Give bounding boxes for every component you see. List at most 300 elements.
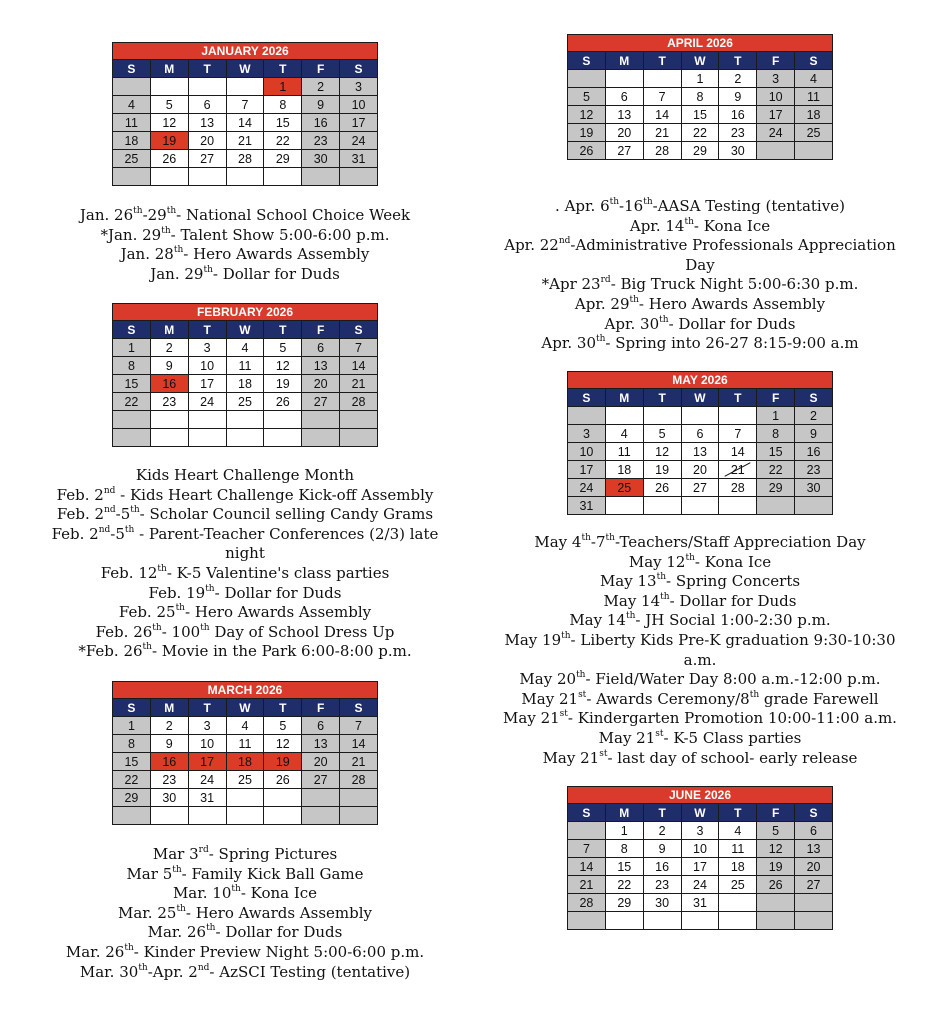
day-cell: 14 <box>719 443 757 461</box>
event-line: May 19th- Liberty Kids Pre-K graduation 9:30-10:30 a.m. <box>504 630 896 669</box>
day-cell <box>264 429 302 447</box>
day-cell: 6 <box>302 339 340 357</box>
event-line: Mar 5th- Family Kick Ball Game <box>126 864 364 883</box>
day-cell: 5 <box>264 339 302 357</box>
day-cell: 15 <box>757 443 795 461</box>
weekday-header: T <box>719 52 757 70</box>
day-cell: 3 <box>340 78 378 96</box>
day-cell: 27 <box>188 150 226 168</box>
day-cell: 17 <box>681 858 719 876</box>
calendar-may <box>567 371 833 515</box>
day-cell <box>188 807 226 825</box>
day-cell: 10 <box>568 443 606 461</box>
day-cell: 6 <box>795 822 833 840</box>
day-cell: 28 <box>568 894 606 912</box>
day-cell: 14 <box>568 858 606 876</box>
day-cell: 19 <box>264 375 302 393</box>
day-cell <box>757 912 795 930</box>
day-cell <box>226 78 264 96</box>
day-cell <box>681 407 719 425</box>
month-title: JANUARY 2026 <box>113 43 378 60</box>
day-cell: 11 <box>226 735 264 753</box>
day-cell: 15 <box>605 858 643 876</box>
day-cell: 25 <box>226 771 264 789</box>
day-cell: 22 <box>757 461 795 479</box>
day-cell: 28 <box>340 393 378 411</box>
event-line: Mar. 26th- Dollar for Duds <box>147 923 343 942</box>
weekday-header: S <box>340 321 378 339</box>
weekday-header: S <box>795 804 833 822</box>
day-cell: 10 <box>757 88 795 106</box>
weekday-header: T <box>188 321 226 339</box>
weekday-header: T <box>719 389 757 407</box>
day-cell: 31 <box>188 789 226 807</box>
day-cell: 16 <box>795 443 833 461</box>
event-line: May 4th-7th-Teachers/Staff Appreciation Day <box>534 533 866 551</box>
day-cell: 2 <box>302 78 340 96</box>
day-cell: 27 <box>605 142 643 160</box>
day-cell <box>113 429 151 447</box>
weekday-header: T <box>719 804 757 822</box>
day-cell <box>226 807 264 825</box>
day-cell: 7 <box>340 339 378 357</box>
day-cell: 9 <box>643 840 681 858</box>
event-line: Jan. 28th- Hero Awards Assembly <box>120 245 370 264</box>
day-cell: 19 <box>643 461 681 479</box>
day-cell: 18 <box>226 753 264 771</box>
day-cell: 10 <box>340 96 378 114</box>
day-cell: 16 <box>643 858 681 876</box>
day-cell: 21 <box>568 876 606 894</box>
day-cell: 27 <box>302 771 340 789</box>
day-cell: 13 <box>188 114 226 132</box>
day-cell <box>302 411 340 429</box>
day-cell: 9 <box>150 735 188 753</box>
day-cell: 22 <box>264 132 302 150</box>
day-cell: 12 <box>264 357 302 375</box>
day-cell <box>795 912 833 930</box>
day-cell <box>188 168 226 186</box>
april-events <box>498 197 902 354</box>
day-cell: 29 <box>113 789 151 807</box>
day-cell: 12 <box>568 106 606 124</box>
day-cell: 3 <box>188 339 226 357</box>
day-cell: 4 <box>719 822 757 840</box>
event-line: May 21st- Awards Ceremony/8th grade Farewell <box>521 689 879 708</box>
weekday-header: S <box>113 699 151 717</box>
event-line: Feb. 2nd-5th - Parent-Teacher Conferences (2/3) late night <box>51 524 439 563</box>
day-cell: 1 <box>757 407 795 425</box>
day-cell: 21 <box>340 753 378 771</box>
day-cell <box>643 497 681 515</box>
day-cell: 17 <box>340 114 378 132</box>
calendar-june <box>567 786 833 930</box>
event-line: Feb. 2nd - Kids Heart Challenge Kick-off Assembly <box>56 485 434 504</box>
day-cell <box>150 168 188 186</box>
day-cell <box>719 912 757 930</box>
day-cell: 20 <box>681 461 719 479</box>
day-cell: 3 <box>188 717 226 735</box>
day-cell: 9 <box>795 425 833 443</box>
day-cell: 5 <box>757 822 795 840</box>
day-cell: 8 <box>264 96 302 114</box>
weekday-header: S <box>113 60 151 78</box>
day-cell: 4 <box>605 425 643 443</box>
day-cell: 20 <box>795 858 833 876</box>
day-cell: 30 <box>150 789 188 807</box>
weekday-header: F <box>302 699 340 717</box>
day-cell: 15 <box>113 375 151 393</box>
event-line: May 21st- K-5 Class parties <box>598 728 802 747</box>
day-cell <box>795 142 833 160</box>
day-cell <box>757 142 795 160</box>
may-events <box>498 533 902 768</box>
day-cell: 16 <box>150 753 188 771</box>
day-cell: 26 <box>757 876 795 894</box>
day-cell: 31 <box>340 150 378 168</box>
day-cell: 28 <box>643 142 681 160</box>
day-cell: 19 <box>568 124 606 142</box>
event-line: *Jan. 29th- Talent Show 5:00-6:00 p.m. <box>100 225 390 244</box>
day-cell: 17 <box>757 106 795 124</box>
day-cell <box>643 70 681 88</box>
day-cell: 18 <box>719 858 757 876</box>
day-cell <box>188 411 226 429</box>
event-line: Jan. 26th-29th- National School Choice Week <box>79 206 411 224</box>
day-cell <box>113 78 151 96</box>
day-cell: 5 <box>264 717 302 735</box>
day-cell <box>605 497 643 515</box>
day-cell: 27 <box>795 876 833 894</box>
day-cell: 1 <box>264 78 302 96</box>
day-cell <box>340 411 378 429</box>
day-cell: 18 <box>113 132 151 150</box>
weekday-header: S <box>795 52 833 70</box>
weekday-header: S <box>340 60 378 78</box>
day-cell: 15 <box>264 114 302 132</box>
weekday-header: T <box>188 699 226 717</box>
day-cell: 3 <box>681 822 719 840</box>
weekday-header: F <box>757 804 795 822</box>
day-cell: 31 <box>568 497 606 515</box>
day-cell: 16 <box>150 375 188 393</box>
day-cell: 8 <box>757 425 795 443</box>
day-cell: 4 <box>113 96 151 114</box>
event-line: *Feb. 26th- Movie in the Park 6:00-8:00 p.m. <box>78 642 412 661</box>
event-line: Mar. 26th- Kinder Preview Night 5:00-6:00 p.m. <box>65 942 425 961</box>
day-cell: 25 <box>795 124 833 142</box>
event-line: May 12th- Kona Ice <box>628 552 772 571</box>
day-cell: 20 <box>188 132 226 150</box>
day-cell <box>568 912 606 930</box>
day-cell: 24 <box>757 124 795 142</box>
day-cell: 7 <box>719 425 757 443</box>
day-cell: 2 <box>719 70 757 88</box>
weekday-header: T <box>643 804 681 822</box>
day-cell: 15 <box>681 106 719 124</box>
weekday-header: S <box>340 699 378 717</box>
weekday-header: F <box>757 389 795 407</box>
day-cell: 24 <box>568 479 606 497</box>
day-cell: 14 <box>643 106 681 124</box>
day-cell: 23 <box>302 132 340 150</box>
day-cell <box>719 894 757 912</box>
day-cell: 3 <box>568 425 606 443</box>
day-cell: 8 <box>605 840 643 858</box>
event-line: Feb. 12th- K-5 Valentine's class parties <box>100 563 390 582</box>
day-cell <box>113 168 151 186</box>
day-cell <box>719 497 757 515</box>
day-cell: 9 <box>719 88 757 106</box>
day-cell: 1 <box>113 339 151 357</box>
day-cell: 5 <box>150 96 188 114</box>
day-cell: 28 <box>340 771 378 789</box>
day-cell: 21 <box>226 132 264 150</box>
weekday-header: M <box>150 60 188 78</box>
month-title: JUNE 2026 <box>568 787 833 804</box>
day-cell: 11 <box>719 840 757 858</box>
event-line: *Apr 23rd- Big Truck Night 5:00-6:30 p.m. <box>541 275 859 294</box>
day-cell: 14 <box>226 114 264 132</box>
day-cell <box>757 497 795 515</box>
day-cell: 30 <box>302 150 340 168</box>
day-cell: 2 <box>150 339 188 357</box>
weekday-header: T <box>643 389 681 407</box>
day-cell: 16 <box>719 106 757 124</box>
weekday-header: T <box>264 321 302 339</box>
event-line: Apr. 29th- Hero Awards Assembly <box>574 294 826 313</box>
day-cell: 4 <box>795 70 833 88</box>
event-line: Jan. 29th- Dollar for Duds <box>150 264 340 283</box>
day-cell: 14 <box>340 735 378 753</box>
day-cell: 29 <box>681 142 719 160</box>
day-cell: 21 <box>340 375 378 393</box>
february-events <box>40 466 450 662</box>
day-cell <box>150 429 188 447</box>
event-line: Mar. 25th- Hero Awards Assembly <box>117 903 373 922</box>
day-cell: 10 <box>681 840 719 858</box>
day-cell: 2 <box>150 717 188 735</box>
day-cell: 7 <box>568 840 606 858</box>
day-cell: 22 <box>605 876 643 894</box>
day-cell <box>150 411 188 429</box>
day-cell <box>226 789 264 807</box>
event-line: May 13th- Spring Concerts <box>599 572 801 591</box>
day-cell: 26 <box>568 142 606 160</box>
day-cell <box>340 168 378 186</box>
day-cell: 1 <box>605 822 643 840</box>
day-cell: 29 <box>605 894 643 912</box>
weekday-header: F <box>302 60 340 78</box>
day-cell: 31 <box>681 894 719 912</box>
day-cell: 21 <box>643 124 681 142</box>
weekday-header: M <box>605 52 643 70</box>
weekday-header: S <box>568 804 606 822</box>
day-cell: 4 <box>226 717 264 735</box>
day-cell: 24 <box>188 393 226 411</box>
event-line: Feb. 19th- Dollar for Duds <box>148 583 342 602</box>
day-cell <box>264 168 302 186</box>
day-cell: 25 <box>113 150 151 168</box>
weekday-header: T <box>643 52 681 70</box>
day-cell: 13 <box>302 357 340 375</box>
day-cell: 18 <box>226 375 264 393</box>
day-cell <box>188 78 226 96</box>
weekday-header: F <box>757 52 795 70</box>
day-cell <box>719 407 757 425</box>
day-cell: 13 <box>681 443 719 461</box>
day-cell <box>795 497 833 515</box>
weekday-header: S <box>795 389 833 407</box>
day-cell: 10 <box>188 357 226 375</box>
day-cell: 29 <box>757 479 795 497</box>
day-cell: 23 <box>795 461 833 479</box>
day-cell <box>340 789 378 807</box>
day-cell: 15 <box>113 753 151 771</box>
day-cell: 28 <box>719 479 757 497</box>
day-cell: 11 <box>795 88 833 106</box>
weekday-header: S <box>113 321 151 339</box>
day-cell: 6 <box>605 88 643 106</box>
day-cell <box>113 411 151 429</box>
weekday-header: T <box>264 699 302 717</box>
day-cell: 30 <box>719 142 757 160</box>
event-line: Mar. 30th-Apr. 2nd- AzSCI Testing (tentative) <box>79 962 411 981</box>
day-cell: 25 <box>719 876 757 894</box>
day-cell: 11 <box>113 114 151 132</box>
day-cell <box>264 807 302 825</box>
day-cell: 14 <box>340 357 378 375</box>
day-cell: 25 <box>605 479 643 497</box>
day-cell: 9 <box>150 357 188 375</box>
day-cell <box>340 429 378 447</box>
event-line: Feb. 26th- 100th Day of School Dress Up <box>95 622 395 641</box>
day-cell: 10 <box>188 735 226 753</box>
day-cell: 28 <box>226 150 264 168</box>
day-cell: 22 <box>681 124 719 142</box>
day-cell: 23 <box>643 876 681 894</box>
day-cell: 7 <box>643 88 681 106</box>
event-line: May 14th- JH Social 1:00-2:30 p.m. <box>569 611 831 630</box>
weekday-header: S <box>568 52 606 70</box>
event-line: Apr. 30th- Dollar for Duds <box>604 314 796 333</box>
day-cell: 4 <box>226 339 264 357</box>
day-cell <box>150 78 188 96</box>
march-events <box>40 845 450 982</box>
calendar-march <box>112 681 378 825</box>
event-line: Feb. 25th- Hero Awards Assembly <box>118 603 372 622</box>
day-cell: 23 <box>150 771 188 789</box>
day-cell: 22 <box>113 771 151 789</box>
day-cell: 29 <box>264 150 302 168</box>
day-cell: 8 <box>681 88 719 106</box>
day-cell <box>150 807 188 825</box>
day-cell: 17 <box>568 461 606 479</box>
weekday-header: S <box>568 389 606 407</box>
day-cell: 3 <box>757 70 795 88</box>
day-cell <box>605 407 643 425</box>
day-cell <box>188 429 226 447</box>
event-line: Kids Heart Challenge Month <box>135 466 355 484</box>
weekday-header: M <box>150 699 188 717</box>
day-cell: 25 <box>226 393 264 411</box>
day-cell: 8 <box>113 357 151 375</box>
day-cell: 1 <box>113 717 151 735</box>
day-cell: 1 <box>681 70 719 88</box>
event-line: May 14th- Dollar for Duds <box>603 591 797 610</box>
day-cell: 13 <box>795 840 833 858</box>
day-cell: 5 <box>643 425 681 443</box>
day-cell: 27 <box>681 479 719 497</box>
weekday-header: T <box>264 60 302 78</box>
event-line: Apr. 22nd-Administrative Professionals Appreciation Day <box>504 236 896 274</box>
day-cell: 12 <box>264 735 302 753</box>
month-title: APRIL 2026 <box>568 35 833 52</box>
day-cell: 26 <box>264 771 302 789</box>
event-line: May 21st- last day of school- early release <box>542 748 858 767</box>
event-line: May 20th- Field/Water Day 8:00 a.m.-12:00 p.m. <box>519 670 881 689</box>
calendar-february <box>112 303 378 447</box>
day-cell <box>568 70 606 88</box>
weekday-header: M <box>605 389 643 407</box>
day-cell <box>226 429 264 447</box>
day-cell: 26 <box>643 479 681 497</box>
day-cell: 12 <box>150 114 188 132</box>
day-cell: 24 <box>681 876 719 894</box>
day-cell <box>302 168 340 186</box>
day-cell: 21 <box>719 461 757 479</box>
weekday-header: W <box>681 52 719 70</box>
day-cell: 8 <box>113 735 151 753</box>
month-title: MARCH 2026 <box>113 682 378 699</box>
day-cell <box>605 70 643 88</box>
day-cell: 11 <box>605 443 643 461</box>
day-cell: 19 <box>150 132 188 150</box>
day-cell <box>757 894 795 912</box>
day-cell: 9 <box>302 96 340 114</box>
day-cell <box>568 407 606 425</box>
day-cell: 20 <box>605 124 643 142</box>
event-line: Mar 3rd- Spring Pictures <box>152 845 338 863</box>
day-cell: 23 <box>719 124 757 142</box>
day-cell: 17 <box>188 753 226 771</box>
day-cell <box>681 912 719 930</box>
day-cell: 7 <box>340 717 378 735</box>
day-cell: 18 <box>795 106 833 124</box>
weekday-header: W <box>226 60 264 78</box>
day-cell: 2 <box>795 407 833 425</box>
day-cell: 2 <box>643 822 681 840</box>
day-cell <box>302 789 340 807</box>
day-cell: 19 <box>264 753 302 771</box>
day-cell: 5 <box>568 88 606 106</box>
calendar-april <box>567 34 833 160</box>
day-cell <box>340 807 378 825</box>
day-cell: 26 <box>150 150 188 168</box>
event-line: Feb. 2nd-5th- Scholar Council selling Candy Grams <box>56 505 434 524</box>
calendar-january <box>112 42 378 186</box>
day-cell: 6 <box>681 425 719 443</box>
weekday-header: F <box>302 321 340 339</box>
day-cell <box>568 822 606 840</box>
day-cell: 20 <box>302 375 340 393</box>
weekday-header: T <box>188 60 226 78</box>
day-cell: 6 <box>188 96 226 114</box>
event-line: May 21st- Kindergarten Promotion 10:00-11:00 a.m. <box>503 709 897 728</box>
day-cell: 17 <box>188 375 226 393</box>
day-cell: 30 <box>795 479 833 497</box>
event-line: Mar. 10th- Kona Ice <box>172 884 318 903</box>
